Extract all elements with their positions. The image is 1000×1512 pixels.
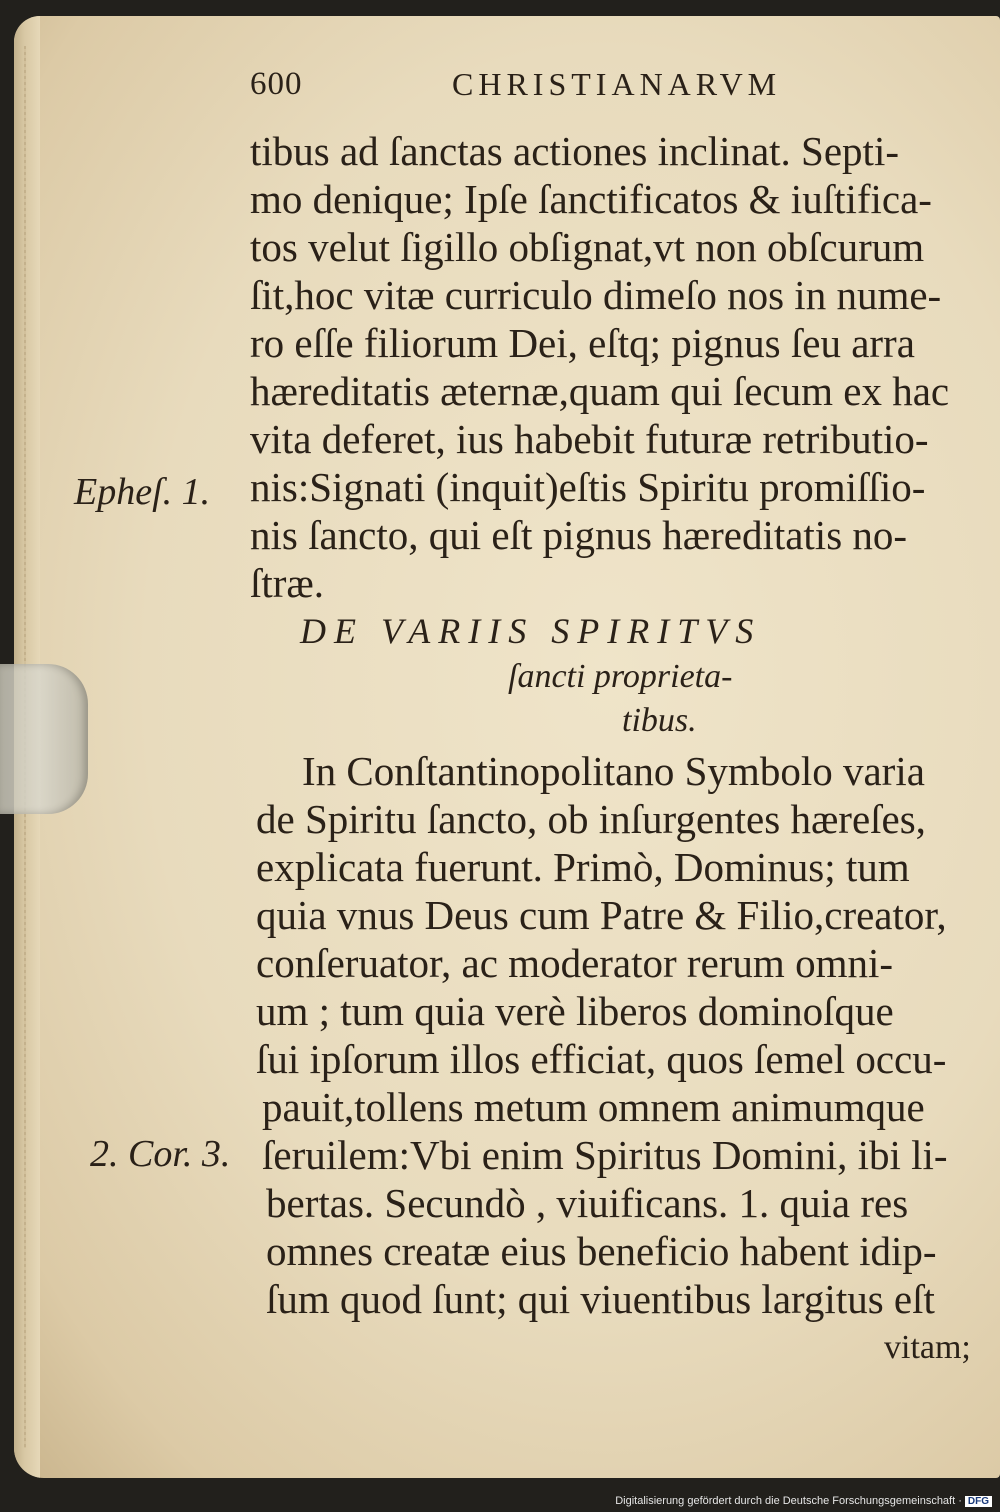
page-number: 600	[250, 66, 303, 102]
body-line: tibus ad ſanctas actiones inclinat. Septi-	[250, 128, 899, 174]
body-line: ſum quod ſunt; qui viuentibus largitus eſt	[266, 1276, 935, 1322]
body-line: conſeruator, ac moderator rerum omni-	[256, 940, 894, 986]
digitization-credit	[615, 1495, 992, 1507]
dfg-logo: DFG	[965, 1496, 992, 1507]
body-line: explicata fuerunt. Primò, Dominus; tum	[256, 844, 910, 890]
body-line: ro eſſe filiorum Dei, eſtq; pignus ſeu arra	[250, 320, 915, 366]
body-line: ſtræ.	[250, 560, 325, 606]
section-heading: DE VARIIS SPIRITVS	[300, 611, 762, 651]
credit-text: Digitalisierung gefördert durch die Deutsche Forschungsgemeinschaft ·	[615, 1495, 962, 1507]
body-line: de Spiritu ſancto, ob inſurgentes hæreſes,	[256, 796, 926, 842]
body-line: mo denique; Ipſe ſanctificatos & iuſtifica-	[250, 176, 932, 222]
body-line: tos velut ſigillo obſignat,vt non obſcurum	[250, 224, 925, 270]
margin-note-corinthians: 2. Cor. 3.	[90, 1133, 231, 1175]
body-line: ſeruilem:Vbi enim Spiritus Domini, ibi li-	[262, 1132, 948, 1178]
body-line: nis ſancto, qui eſt pignus hæreditatis no-	[250, 512, 908, 558]
body-line: quia vnus Deus cum Patre & Filio,creator,	[256, 892, 947, 938]
body-line: hæreditatis æternæ,quam qui ſecum ex hac	[250, 368, 950, 414]
catchword: vitam;	[884, 1329, 971, 1366]
body-line: pauit,tollens metum omnem animumque	[262, 1084, 925, 1130]
margin-note-ephesians: Epheſ. 1.	[74, 471, 211, 513]
body-line: ſit,hoc vitæ curriculo dimeſo nos in nume-	[250, 272, 942, 318]
body-line: bertas. Secundò , viuificans. 1. quia res	[266, 1180, 909, 1226]
page-clip	[0, 664, 88, 814]
body-line: In Conſtantinopolitano Symbolo varia	[302, 748, 925, 794]
body-line: ſui ipſorum illos efficiat, quos ſemel occu-	[256, 1036, 947, 1082]
body-line: omnes creatæ eius beneficio habent idip-	[266, 1228, 937, 1274]
body-line: um ; tum quia verè liberos dominoſque	[256, 988, 894, 1034]
section-heading-line2: ſancti proprieta-	[508, 658, 733, 695]
running-title: CHRISTIANARVM	[452, 66, 782, 102]
body-line: nis:Signati (inquit)eſtis Spiritu promiſſio-	[250, 464, 926, 510]
section-heading-line3: tibus.	[622, 702, 697, 739]
body-line: vita deferet, ius habebit futuræ retributio-	[250, 416, 929, 462]
